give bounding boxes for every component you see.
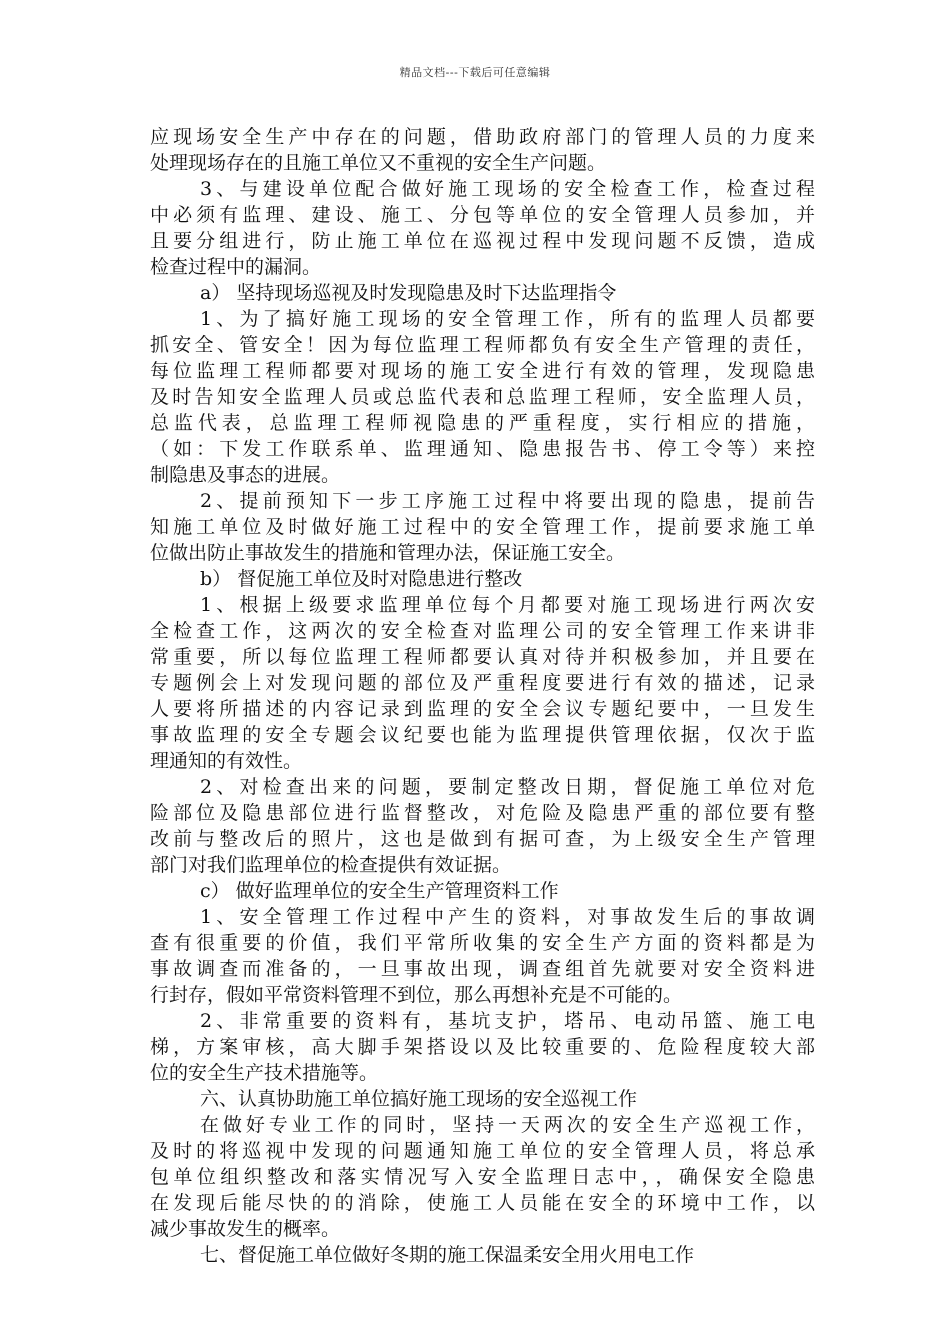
- text-line: 处理现场存在的且施工单位又不重视的安全生产问题。: [150, 152, 607, 174]
- page-header: 精品文档---下载后可任意编辑: [399, 66, 551, 79]
- text-line: 包单位组织整改和落实情况写入安全监理日志中，，确保安全隐患: [150, 1166, 815, 1188]
- text-line: 梯，方案审核，高大脚手架搭设以及比较重要的、危险程度较大部: [150, 1036, 815, 1058]
- text-line: 事故监理的安全专题会议纪要也能为监理提供管理依据，仅次于监: [150, 724, 815, 746]
- text-line: 1、安全管理工作过程中产生的资料，对事故发生后的事故调: [200, 906, 815, 928]
- text-line: 险部位及隐患部位进行监督整改，对危险及隐患严重的部位要有整: [150, 802, 815, 824]
- text-line: 事故调查而准备的，一旦事故出现，调查组首先就要对安全资料进: [150, 958, 815, 980]
- text-line: 知施工单位及时做好施工过程中的安全管理工作，提前要求施工单: [150, 516, 815, 538]
- text-line: 全检查工作，这两次的安全检查对监理公司的安全管理工作来讲非: [150, 620, 815, 642]
- text-line: 专题例会上对发现问题的部位及严重程度要进行有效的描述，记录: [150, 672, 815, 694]
- text-line: （如：下发工作联系单、监理通知、隐患报告书、停工令等）来控: [150, 438, 815, 460]
- text-line: 抓安全、管安全！因为每位监理工程师都负有安全生产管理的责任，: [150, 334, 815, 356]
- text-line: 位的安全生产技术措施等。: [150, 1062, 379, 1084]
- text-line: 2、提前预知下一步工序施工过程中将要出现的隐患，提前告: [200, 490, 815, 512]
- text-line: 及时告知安全监理人员或总监代表和总监理工程师，安全监理人员，: [150, 386, 815, 408]
- text-line: 检查过程中的漏洞。: [150, 256, 322, 278]
- text-line: 行封存，假如平常资料管理不到位，那么再想补充是不可能的。: [150, 984, 683, 1006]
- text-line: 减少事故发生的概率。: [150, 1218, 341, 1240]
- text-line: 2、对检查出来的问题，要制定整改日期，督促施工单位对危: [200, 776, 815, 798]
- text-line: 每位监理工程师都要对现场的施工安全进行有效的管理，发现隐患: [150, 360, 815, 382]
- text-line: 1、根据上级要求监理单位每个月都要对施工现场进行两次安: [200, 594, 815, 616]
- text-line: c） 做好监理单位的安全生产管理资料工作: [200, 880, 559, 902]
- text-line: a） 坚持现场巡视及时发现隐患及时下达监理指令: [200, 282, 617, 304]
- text-line: 七、督促施工单位做好冬期的施工保温柔安全用火用电工作: [200, 1244, 695, 1266]
- text-line: b） 督促施工单位及时对隐患进行整改: [200, 568, 523, 590]
- text-line: 中必须有监理、建设、施工、分包等单位的安全管理人员参加，并: [150, 204, 815, 226]
- text-line: 查有很重要的价值，我们平常所收集的安全生产方面的资料都是为: [150, 932, 815, 954]
- text-line: 人要将所描述的内容记录到监理的安全会议专题纪要中，一旦发生: [150, 698, 815, 720]
- text-line: 及时的将巡视中发现的问题通知施工单位的安全管理人员，将总承: [150, 1140, 815, 1162]
- text-line: 六、认真协助施工单位搞好施工现场的安全巡视工作: [200, 1088, 638, 1110]
- text-line: 制隐患及事态的进展。: [150, 464, 341, 486]
- text-line: 部门对我们监理单位的检查提供有效证据。: [150, 854, 512, 876]
- document-body: [150, 124, 815, 1268]
- text-line: 3、与建设单位配合做好施工现场的安全检查工作，检查过程: [200, 178, 815, 200]
- text-line: 常重要，所以每位监理工程师都要认真对待并积极参加，并且要在: [150, 646, 815, 668]
- text-line: 应现场安全生产中存在的问题，借助政府部门的管理人员的力度来: [150, 126, 815, 148]
- text-line: 1、为了搞好施工现场的安全管理工作，所有的监理人员都要: [200, 308, 815, 330]
- text-line: 改前与整改后的照片，这也是做到有据可查，为上级安全生产管理: [150, 828, 815, 850]
- text-line: 总监代表，总监理工程师视隐患的严重程度，实行相应的措施，: [150, 412, 815, 434]
- text-line: 理通知的有效性。: [150, 750, 303, 772]
- text-line: 且要分组进行，防止施工单位在巡视过程中发现问题不反馈，造成: [150, 230, 815, 252]
- text-line: 在发现后能尽快的的消除，使施工人员能在安全的环境中工作，以: [150, 1192, 815, 1214]
- text-line: 在做好专业工作的同时，坚持一天两次的安全生产巡视工作，: [200, 1114, 815, 1136]
- text-line: 位做出防止事故发生的措施和管理办法，保证施工安全。: [150, 542, 626, 564]
- text-line: 2、非常重要的资料有，基坑支护，塔吊、电动吊篮、施工电: [200, 1010, 815, 1032]
